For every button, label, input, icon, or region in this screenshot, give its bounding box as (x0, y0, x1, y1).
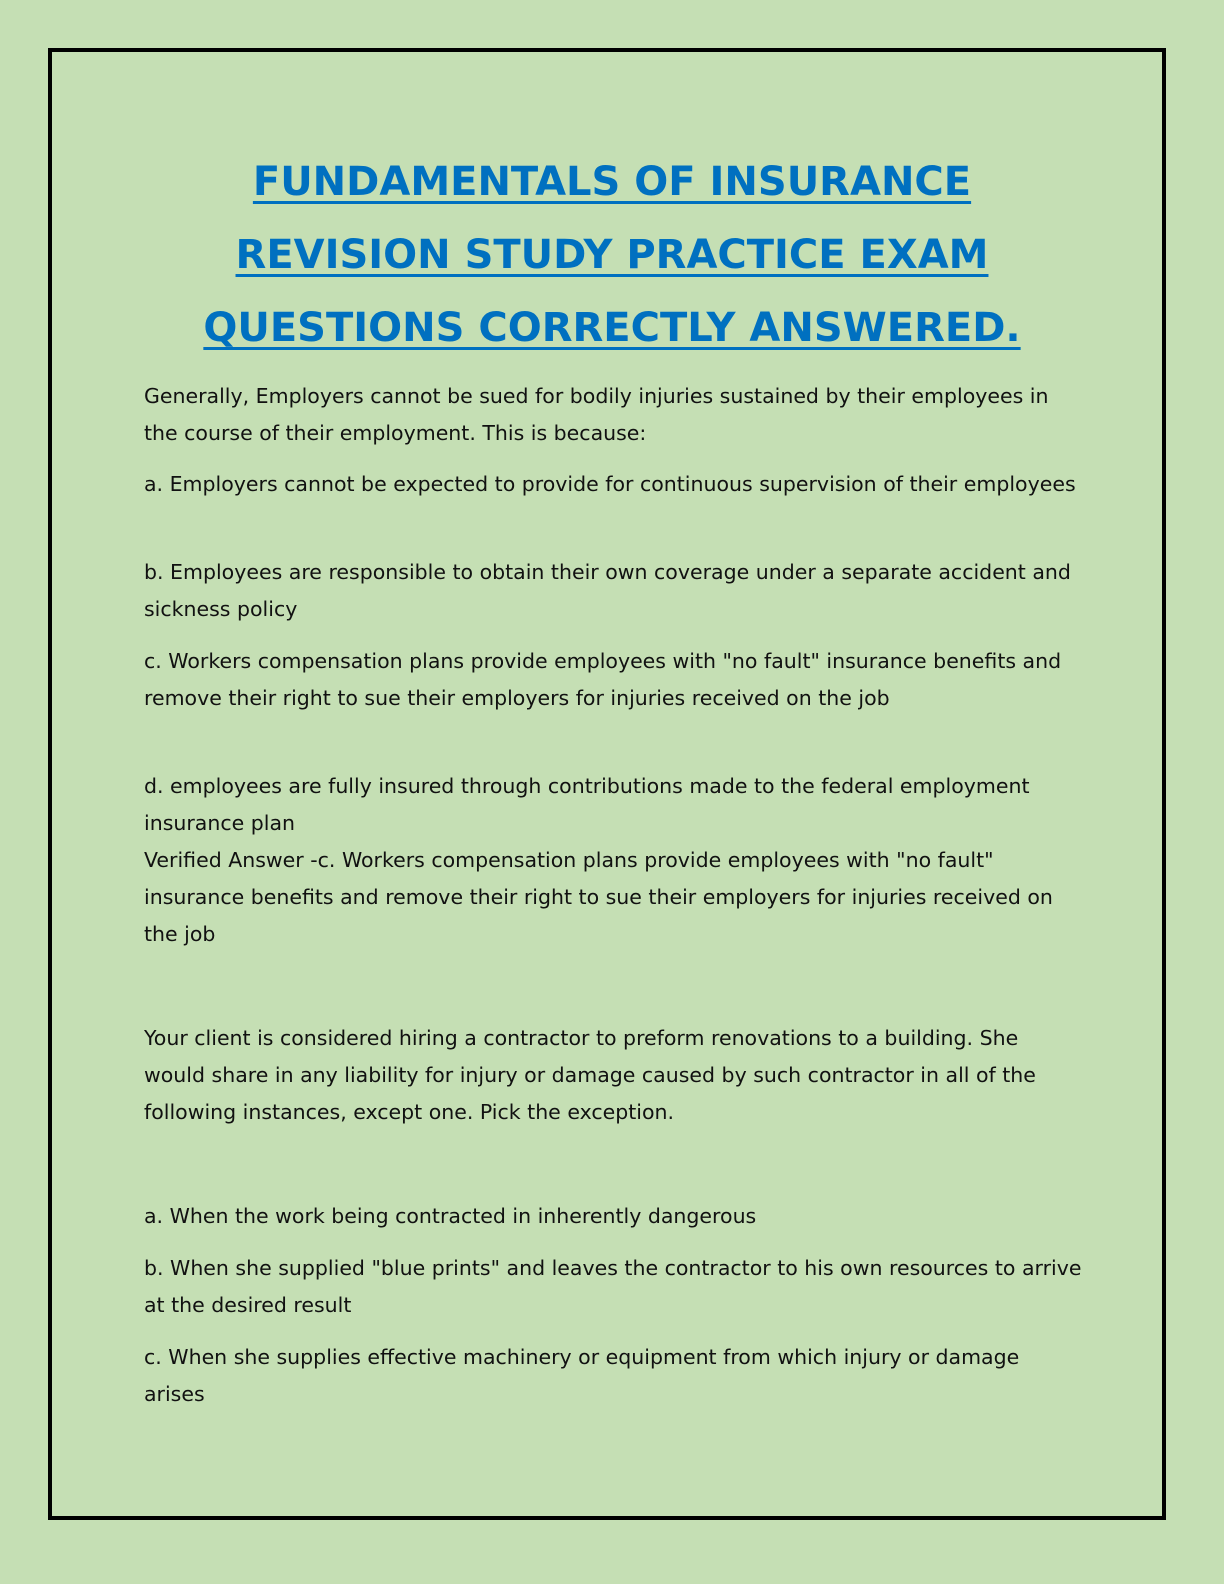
title-line-2: REVISION STUDY PRACTICE EXAM (235, 232, 989, 278)
title-line-1: FUNDAMENTALS OF INSURANCE (252, 159, 972, 205)
question-2-prompt: Your client is considered hiring a contractor to preform renovations to a building. She would share in any liability for injury or damage caused by such contractor in all of the following instances, except one. Pick the exception. (144, 1026, 1036, 1124)
question-1-option-c: c. Workers compensation plans provide employees with "no fault" insurance benefits and remove their right to sue their employers for injuries received on the job (144, 649, 1062, 710)
question-1-option-b: b. Employees are responsible to obtain their own coverage under a separate accident and sickness policy (144, 560, 1071, 621)
document-title (100, 146, 1124, 365)
question-1-option-d: d. employees are fully insured through contributions made to the federal employment insurance plan (144, 774, 1030, 835)
question-1-answer: Verified Answer -c. Workers compensation plans provide employees with "no fault" insurance benefits and remove their right to sue their employers for injuries received on the job (144, 848, 1053, 946)
question-1-prompt: Generally, Employers cannot be sued for bodily injuries sustained by their employees in the course of their employment. This is because: (144, 384, 1049, 445)
title-line-3: QUESTIONS CORRECTLY ANSWERED. (203, 305, 1021, 351)
question-1-option-a: a. Employers cannot be expected to provide for continuous supervision of their employees (144, 472, 1076, 496)
question-2-option-c: c. When she supplies effective machinery or equipment from which injury or damage arises (144, 1345, 1020, 1406)
question-2-option-a: a. When the work being contracted in inherently dangerous (144, 1204, 757, 1228)
question-2-option-b: b. When she supplied "blue prints" and leaves the contractor to his own resources to arrive at the desired result (144, 1256, 1082, 1317)
